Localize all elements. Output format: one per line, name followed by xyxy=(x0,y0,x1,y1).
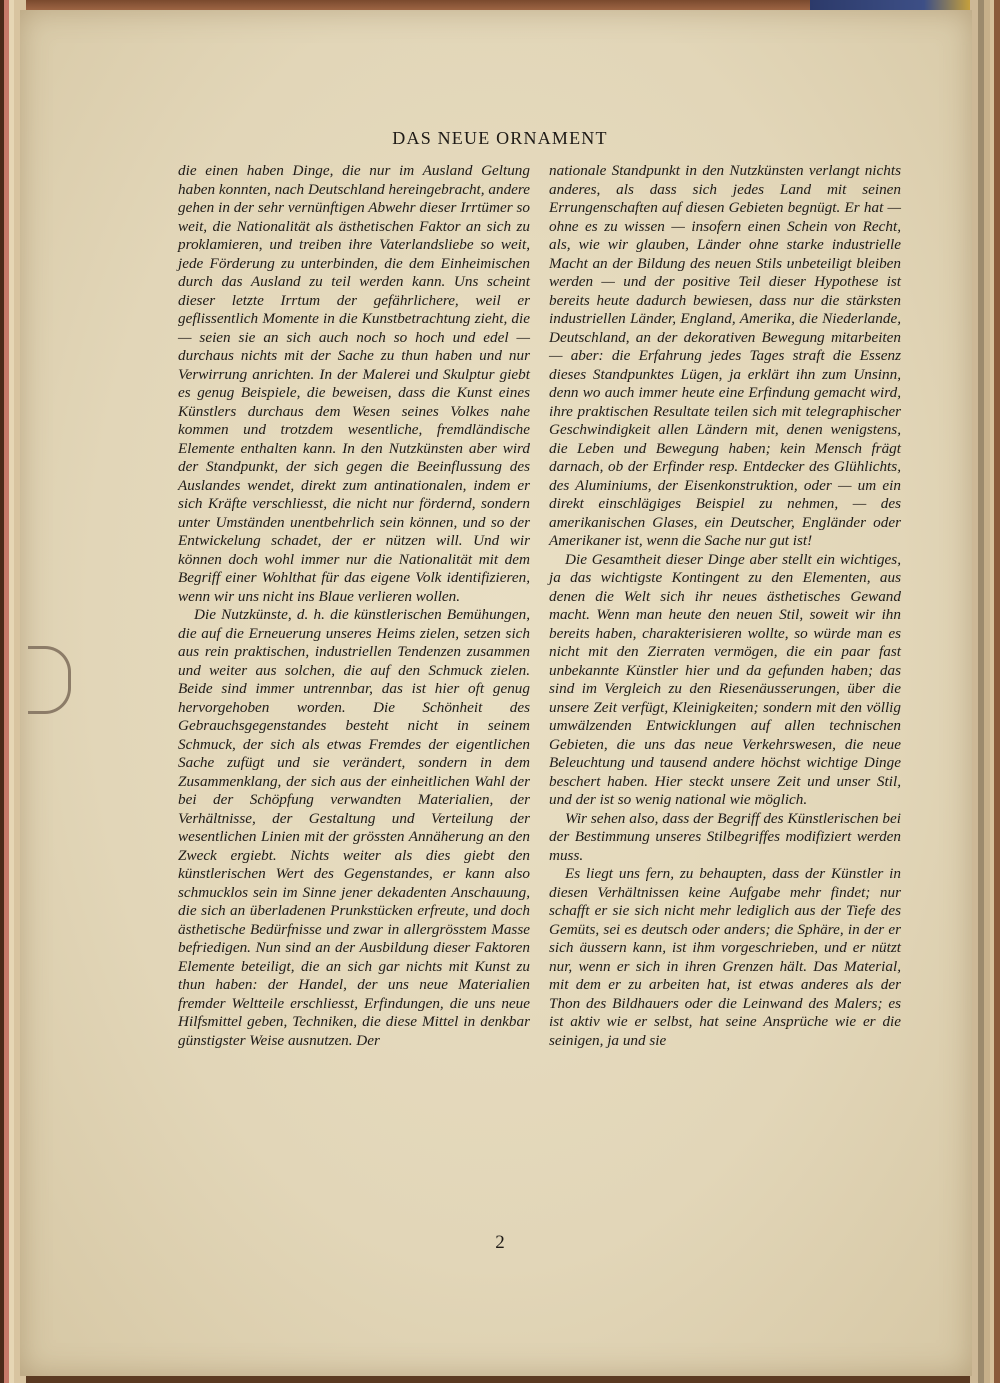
text-column-left xyxy=(178,162,530,1050)
paragraph: Wir sehen also, dass der Begriff des Künstlerischen bei der Bestimmung unseres Stilbegriffes modifiziert werden muss. xyxy=(549,809,901,864)
paragraph: Die Nutzkünste, d. h. die künstlerischen Bemühungen, die auf die Erneuerung unseres Heims zielen, setzen sich aus rein praktischen, industriellen Tendenzen zusammen und weiter aus solchen, die auf den Schmuck zielen. Beide sind immer untrennbar, das ist hier oft genug hervorgehoben worden. Die Schönheit des Gebrauchsgegenstandes besteht nicht in seinem Schmuck, der sich als etwas Fremdes der eigentlichen Sache zufügt und sie verändert, sondern in dem Zusammenklang, der sich aus der einheitlichen Wahl der bei der Schöpfung verwandten Materialien, der Verhältnisse, der Gestaltung und Verteilung der wesentlichen Linien mit der grössten Annäherung an den Zweck ergiebt. Nichts weiter als dies giebt den künstlerischen Wert des Gegenstandes, er kann also schmucklos sein im Sinne jener dekadenten Anschauung, die sich an überladenen Prunkstücken erfreute, und doch ästhetische Bedürfnisse und zwar in allergrösstem Masse befriedigen. Nun sind an der Ausbildung dieser Faktoren Elemente beteiligt, die an sich gar nichts mit Kunst zu thun haben: der Handel, der uns neue Materialien fremder Weltteile erschliesst, Erfindungen, die uns neue Hilfsmittel geben, Techniken, die diese Mittel in denkbar günstigster Weise ausnutzen. Der xyxy=(178,606,530,1049)
binding-ring xyxy=(28,646,71,714)
paragraph: Es liegt uns fern, zu behaupten, dass der Künstler in diesen Verhältnissen keine Aufgabe mehr findet; nur schafft er sie sich nicht mehr lediglich aus der Tiefe des Gemüts, sei es deutsch oder anders; die Sphäre, in der er sich äussern kann, ist ihm vorgeschrieben, und er nützt nur, wenn er sich in ihren Grenzen hält. Das Material, mit dem er zu arbeiten hat, ist etwas anderes als der Thon des Bildhauers oder die Leinwand des Malers; es ist aktiv wie er selbst, hat seine Ansprüche wie er die seinigen, ja und sie xyxy=(549,865,901,1049)
page-stack-edge xyxy=(970,0,1000,1383)
running-header: DAS NEUE ORNAMENT xyxy=(392,128,608,148)
text-column-right xyxy=(549,162,901,1050)
paragraph: die einen haben Dinge, die nur im Ausland Geltung haben konnten, nach Deutschland hereingebracht, andere gehen in der sehr vernünftigen Abwehr dieser Irrtümer so weit, die Nationalität als ästhetischen Faktor an sich zu proklamieren, und treiben ihre Vaterlandsliebe so weit, jede Förderung zu unterbinden, die dem Einheimischen durch das Ausland zu teil werden kann. Uns scheint dieser letzte Irrtum der gefährlichere, weil er geflissentlich Momente in die Kunstbetrachtung zieht, die — seien sie an sich auch noch so hoch und edel — durchaus nichts mit der Sache zu thun haben und nur Verwirrung anrichten. In der Malerei und Skulptur giebt es genug Beispiele, die beweisen, dass die Kunst eines Künstlers durchaus dem Wesen seines Volkes nahe kommen und trotzdem wesentliche, fremdländische Elemente enthalten kann. In den Nutzkünsten aber wird der Standpunkt, der sich gegen die Beeinflussung des Auslandes wendet, direkt zum antinationalen, indem er sich Kräfte verschliesst, die nicht nur fördernd, sondern unter Umständen unentbehrlich sein können, und so der Entwickelung schadet, der er nützen will. Und wir können doch wohl immer nur die Nationalität mit dem Begriff einer Wohlthat für das eigene Volk identifizieren, wenn wir uns nicht ins Blaue verlieren wollen. xyxy=(178,162,530,605)
paragraph: nationale Standpunkt in den Nutzkünsten verlangt nichts anderes, als dass sich jedes Land mit seinen Errungenschaften auf diesen Gebieten begnügt. Er hat — ohne es zu wissen — insofern einen Schein von Recht, als, wie wir glauben, Länder ohne starke industrielle Macht an der Bildung des neuen Stils unbeteiligt bleiben werden — und der positive Teil dieser Hypothese ist bereits heute dadurch bewiesen, dass nur die stärksten industriellen Länder, England, Amerika, die Niederlande, Deutschland, an der dekorativen Bewegung mitarbeiten — aber: die Erfahrung jedes Tages straft die Essenz dieses Standpunktes Lügen, ja erklärt ihn zum Unsinn, denn wo auch immer heute eine Erfindung gemacht wird, ihre praktischen Resultate teilen sich mit telegraphischer Geschwindigkeit allen Ländern mit, denen wenigstens, die Leben und Bewegung haben; kein Mensch frägt darnach, ob der Erfinder resp. Entdecker des Glühlichts, des Aluminiums, der Eisenkonstruktion, oder — um ein direkt einschlägiges Beispiel zu nehmen, — des amerikanischen Glases, ein Deutscher, Engländer oder Amerikaner ist, wenn die Sache nur gut ist! xyxy=(549,162,901,549)
paragraph: Die Gesamtheit dieser Dinge aber stellt ein wichtiges, ja das wichtigste Kontingent zu den Elementen, aus denen die Welt sich ihr neues ästhetisches Gewand macht. Wenn man heute den neuen Stil, soweit wir ihn bereits haben, charakterisieren wollte, so würde man es nicht mit den Zierraten vermögen, die ein paar fast unbekannte Künstler hier und da gefunden haben; das sind im Vergleich zu den Riesenäusserungen, über die unsere Zeit verfügt, Kleinigkeiten; sondern mit den völlig umwälzenden Entwicklungen auf allen technischen Gebieten, die uns das neue Verkehrswesen, die neue Beleuchtung und tausend andere höchst wichtige Dinge beschert haben. Hier steckt unsere Zeit und unser Stil, und der ist so wenig national wie möglich. xyxy=(549,550,901,808)
page-number: 2 xyxy=(495,1232,505,1253)
